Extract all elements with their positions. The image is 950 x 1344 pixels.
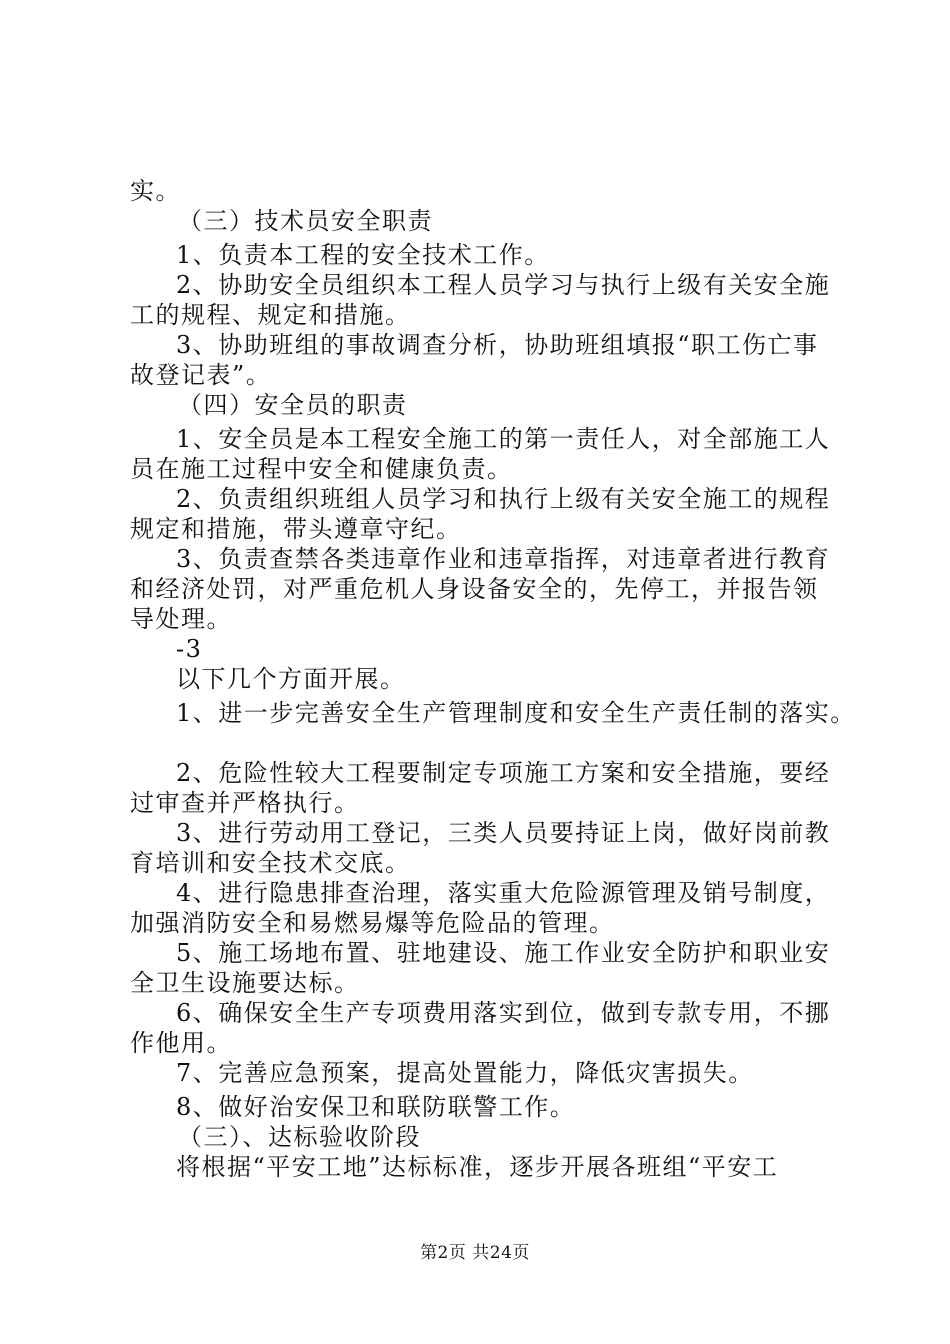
text-line: 1、负责本工程的安全技术工作。 — [176, 241, 550, 269]
text-line: 作他用。 — [130, 1029, 232, 1057]
text-line: 以下几个方面开展。 — [176, 665, 406, 693]
text-line: 2、协助安全员组织本工程人员学习与执行上级有关安全施 — [176, 271, 831, 299]
text-line: 8、做好治安保卫和联防联警工作。 — [176, 1093, 576, 1121]
text-line: 1、安全员是本工程安全施工的第一责任人，对全部施工人 — [176, 425, 831, 453]
text-line: 4、进行隐患排查治理，落实重大危险源管理及销号制度， — [176, 879, 831, 907]
section-heading: （三）、达标验收阶段 — [178, 1123, 421, 1151]
text-line: -3 — [176, 635, 203, 663]
text-line: 6、确保安全生产专项费用落实到位，做到专款专用，不挪 — [176, 999, 831, 1027]
text-line: 故登记表”。 — [130, 361, 272, 389]
text-line: 工的规程、规定和措施。 — [130, 301, 411, 329]
text-line: 5、施工场地布置、驻地建设、施工作业安全防护和职业安 — [176, 939, 831, 967]
text-line: 7、完善应急预案，提高处置能力，降低灾害损失。 — [176, 1059, 754, 1087]
text-line: 加强消防安全和易燃易爆等危险品的管理。 — [130, 909, 615, 937]
text-line: 2、负责组织班组人员学习和执行上级有关安全施工的规程 — [176, 485, 831, 513]
text-line: 过审查并严格执行。 — [130, 789, 360, 817]
text-line: 实。 — [130, 177, 181, 205]
text-line: 3、进行劳动用工登记，三类人员要持证上岗，做好岗前教 — [176, 819, 831, 847]
page-footer: 第2页 共24页 — [420, 1243, 530, 1263]
text-line: 3、协助班组的事故调查分析，协助班组填报“职工伤亡事 — [176, 331, 819, 359]
text-line: 导处理。 — [130, 605, 232, 633]
text-line: 将根据“平安工地”达标标准，逐步开展各班组“平安工 — [176, 1153, 779, 1181]
text-line: 全卫生设施要达标。 — [130, 969, 360, 997]
text-line: 1、进一步完善安全生产管理制度和安全生产责任制的落实。 — [176, 699, 856, 727]
section-heading: （三）技术员安全职责 — [178, 207, 433, 235]
text-line: 3、负责查禁各类违章作业和违章指挥，对违章者进行教育 — [176, 545, 831, 573]
text-line: 和经济处罚，对严重危机人身设备安全的，先停工，并报告领 — [130, 575, 819, 603]
text-line: 员在施工过程中安全和健康负责。 — [130, 455, 513, 483]
text-line: 育培训和安全技术交底。 — [130, 849, 411, 877]
text-line: 规定和措施，带头遵章守纪。 — [130, 515, 462, 543]
text-line: 2、危险性较大工程要制定专项施工方案和安全措施，要经 — [176, 759, 831, 787]
section-heading: （四）安全员的职责 — [178, 391, 408, 419]
